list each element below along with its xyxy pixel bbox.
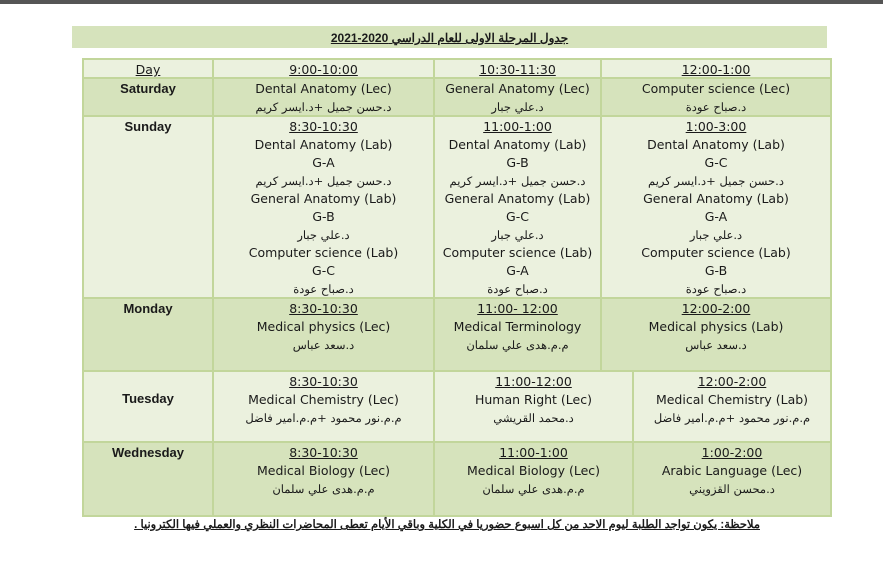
course-name: Medical Terminology: [453, 319, 582, 334]
day-label: Wednesday: [111, 445, 184, 460]
slot-time: 12:00-2:00: [697, 374, 767, 389]
course-name: Arabic Language (Lec): [661, 463, 803, 478]
slot-cell: [433, 79, 600, 115]
schedule-table: [82, 58, 832, 517]
header-slot-2: [433, 60, 600, 77]
teacher-name: د.حسن جميل +د.ايسر كريم: [648, 174, 784, 188]
day-label: Sunday: [124, 119, 172, 134]
day-label: Tuesday: [122, 391, 174, 406]
row-monday: [82, 297, 832, 370]
teacher-name: د.علي جبار: [297, 228, 350, 242]
group-label: G-B: [704, 263, 728, 278]
group-label: G-C: [506, 209, 529, 224]
group-label: G-A: [506, 263, 529, 278]
teacher-name: د.علي جبار: [491, 100, 544, 114]
slot-cell: [212, 443, 433, 515]
slot-time: 1:00-3:00: [685, 119, 747, 134]
course-name: Human Right (Lec): [474, 392, 592, 407]
header-slot-label: 9:00-10:00: [289, 62, 358, 77]
slot-time: 8:30-10:30: [289, 374, 358, 389]
course-name: General Anatomy (Lab): [444, 191, 591, 206]
course-name: General Anatomy (Lab): [643, 191, 789, 206]
slot-time: 11:00-1:00: [499, 445, 568, 460]
course-name: Medical Biology (Lec): [466, 463, 601, 478]
group-label: G-B: [506, 155, 529, 170]
slot-time: 8:30-10:30: [289, 445, 358, 460]
course-name: Dental Anatomy (Lab): [448, 137, 587, 152]
course-name: Computer science (Lab): [248, 245, 399, 260]
teacher-name: د.صباح عودة: [293, 282, 354, 296]
course-name: Dental Anatomy (Lab): [647, 137, 785, 152]
course-name: Computer science (Lab): [442, 245, 593, 260]
teacher-name: م.م.هدى علي سلمان: [272, 482, 375, 496]
slot-cell: [433, 443, 632, 515]
teacher-name: د.حسن جميل +د.ايسر كريم: [255, 100, 392, 114]
row-wednesday: [82, 441, 832, 517]
slot-cell: [433, 117, 600, 297]
slot-time: 8:30-10:30: [289, 301, 358, 316]
course-name: Medical Chemistry (Lab): [655, 392, 809, 407]
teacher-name: د.محمد القريشي: [493, 411, 574, 425]
course-name: Dental Anatomy (Lec): [255, 81, 392, 96]
slot-cell: [212, 117, 433, 297]
slot-cell: [600, 79, 830, 115]
teacher-name: د.حسن جميل +د.ايسر كريم: [255, 174, 392, 188]
teacher-name: م.م.هدى علي سلمان: [466, 338, 569, 352]
teacher-name: د.محسن القزويني: [689, 482, 775, 496]
slot-cell: [212, 372, 433, 441]
header-slot-label: 12:00-1:00: [681, 62, 751, 77]
teacher-name: م.م.نور محمود +م.م.امير فاضل: [653, 411, 811, 425]
header-day-label: Day: [135, 62, 161, 77]
course-name: Medical Biology (Lec): [256, 463, 391, 478]
group-label: G-B: [312, 209, 335, 224]
header-slot-label: 10:30-11:30: [479, 62, 556, 77]
course-name: Medical physics (Lab): [648, 319, 784, 334]
day-label: Monday: [123, 301, 173, 316]
course-name: Dental Anatomy (Lab): [254, 137, 393, 152]
course-name: Medical Chemistry (Lec): [248, 392, 399, 407]
teacher-name: د.سعد عباس: [685, 338, 747, 352]
header-slot-3: [600, 60, 830, 77]
slot-cell: [632, 372, 830, 441]
row-sunday: [82, 115, 832, 297]
teacher-name: م.م.هدى علي سلمان: [482, 482, 585, 496]
top-bar: [0, 0, 883, 4]
teacher-name: د.علي جبار: [491, 228, 544, 242]
group-label: G-C: [704, 155, 728, 170]
slot-cell: [433, 299, 600, 370]
teacher-name: م.م.نور محمود +م.م.امير فاضل: [245, 411, 402, 425]
teacher-name: د.علي جبار: [689, 228, 743, 242]
footnote: ملاحظة: يكون تواجد الطلبة ليوم الاحد من كل اسبوع حضوريا في الكلية وباقي الأيام تعطى المحاضرات النظري والعملي فيها الكترونيا .: [134, 519, 760, 531]
course-name: Computer science (Lab): [641, 245, 791, 260]
course-name: Medical physics (Lec): [256, 319, 391, 334]
header-row: [82, 58, 832, 77]
day-label: Saturday: [120, 81, 176, 96]
title-banner: [72, 26, 827, 48]
teacher-name: د.صباح عودة: [487, 282, 548, 296]
course-name: General Anatomy (Lab): [250, 191, 397, 206]
row-tuesday: [82, 370, 832, 441]
group-label: G-A: [312, 155, 335, 170]
group-label: G-A: [704, 209, 728, 224]
slot-cell: [600, 299, 830, 370]
teacher-name: د.صباح عودة: [685, 282, 747, 296]
slot-time: 11:00-1:00: [483, 119, 552, 134]
slot-cell: [212, 299, 433, 370]
slot-time: 12:00-2:00: [681, 301, 751, 316]
teacher-name: د.صباح عودة: [685, 100, 747, 114]
slot-cell: [632, 443, 830, 515]
slot-cell: [212, 79, 433, 115]
slot-time: 1:00-2:00: [701, 445, 763, 460]
slot-time: 11:00-12:00: [495, 374, 572, 389]
teacher-name: د.حسن جميل +د.ايسر كريم: [449, 174, 586, 188]
slot-time: 11:00- 12:00: [477, 301, 558, 316]
teacher-name: د.سعد عباس: [292, 338, 355, 352]
course-name: Computer science (Lec): [641, 81, 791, 96]
row-saturday: [82, 77, 832, 115]
slot-cell: [433, 372, 632, 441]
header-day: [84, 60, 212, 77]
group-label: G-C: [312, 263, 335, 278]
header-slot-1: [212, 60, 433, 77]
slot-cell: [600, 117, 830, 297]
course-name: General Anatomy (Lec): [445, 81, 590, 96]
slot-time: 8:30-10:30: [289, 119, 358, 134]
page-title: جدول المرحلة الاولى للعام الدراسي 2020-2021: [330, 31, 569, 45]
